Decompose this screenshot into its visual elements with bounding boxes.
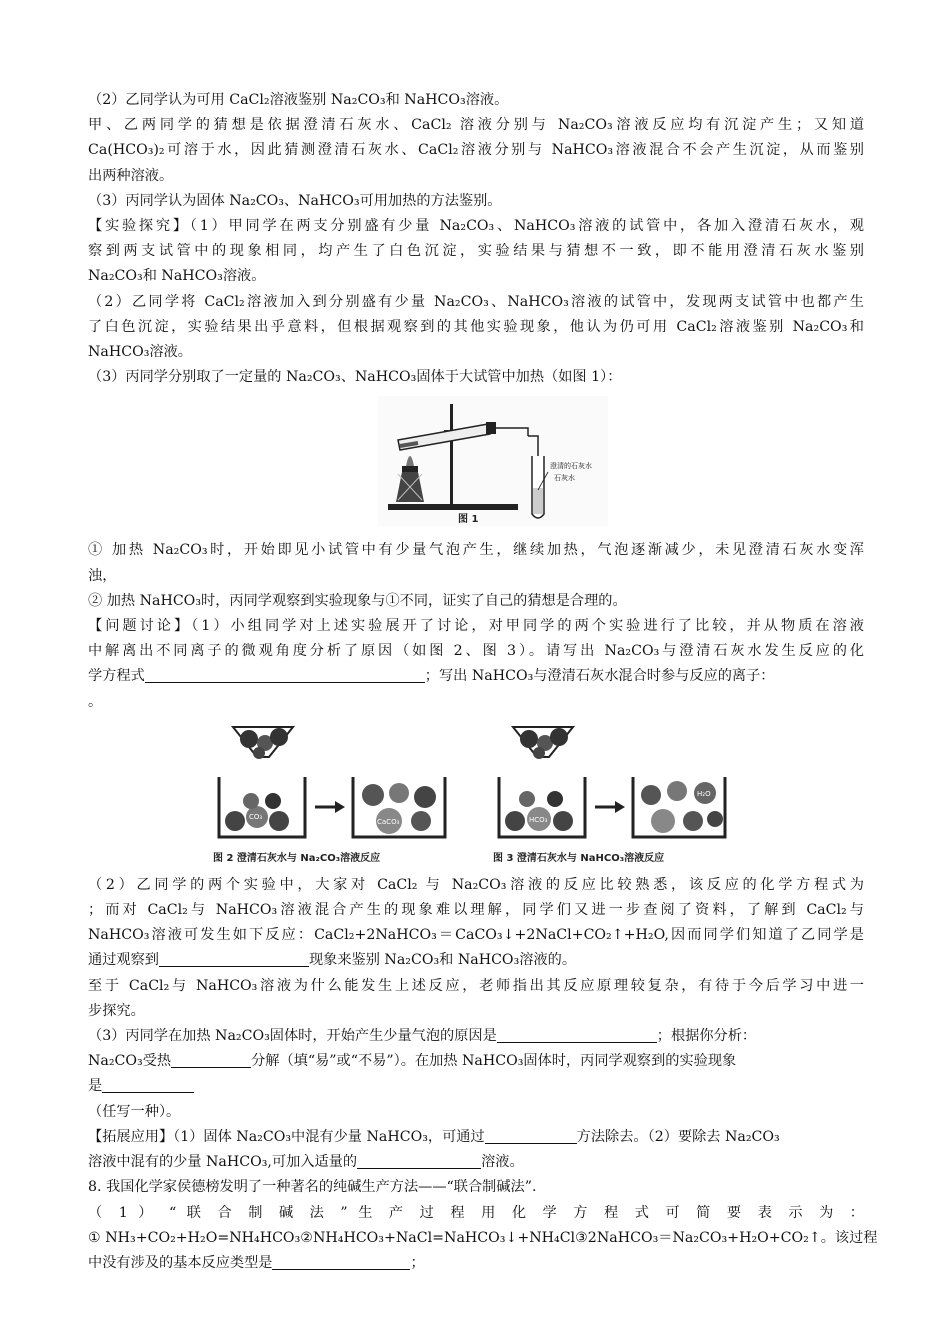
text-line: ② 加热 NaHCO₃时，丙同学观察到实验现象与①不同，证实了自己的猜想是合理的。 <box>88 592 627 609</box>
text-segment: ；根据你分析： <box>656 1028 757 1045</box>
text-line <box>88 1125 864 1150</box>
text-line: ；而对 CaCl₂与 NaHCO₃溶液混合产生的现象难以理解，同学们又进一步查阅了资料，了解到 CaCl₂与 <box>88 902 864 919</box>
text-line: 浊， <box>88 567 117 584</box>
text-line: 8. 我国化学家侯德榜发明了一种著名的纯碱生产方法——“联合制碱法”. <box>88 1179 537 1196</box>
text-line: 了白色沉淀，实验结果出乎意料，但根据观察到的其他实验现象，他认为仍可用 CaCl₂溶液鉴别 Na₂CO₃和 <box>88 318 864 335</box>
text-line <box>88 1074 864 1099</box>
figures-2-3 <box>88 721 864 873</box>
text-line: （3）丙同学认为固体 Na₂CO₃、NaHCO₃可用加热的方法鉴别。 <box>88 192 502 209</box>
text-line: Na₂CO₃和 NaHCO₃溶液。 <box>88 268 266 285</box>
answer-blank[interactable] <box>102 1076 194 1093</box>
text-line: 至于 CaCl₂与 NaHCO₃溶液为什么能发生上述反应，老师指出其反应原理较复杂，有待于今后学习中进一 <box>88 977 864 994</box>
text-segment: 是 <box>88 1078 103 1095</box>
figure-1-label: 澄清的石灰水 <box>550 462 592 471</box>
text-segment: （3）丙同学在加热 Na₂CO₃固体时，开始产生少量气泡的原因是 <box>88 1028 497 1045</box>
text-line: （3）丙同学分别取了一定量的 Na₂CO₃、NaHCO₃固体于大试管中加热（如图 1）： <box>88 369 622 386</box>
text-segment: 通过观察到 <box>88 952 159 969</box>
answer-blank[interactable] <box>497 1026 657 1043</box>
text-line: （ 1 ） “ 联 合 制 碱 法 ” 生 产 过 程 用 化 学 方 程 式 可 简 要 表 示 为 ： <box>88 1204 864 1221</box>
figure-2-caption: 图 2 澄清石灰水与 Na₂CO₃溶液反应 <box>213 852 381 864</box>
text-line <box>88 1024 864 1049</box>
text-line: （2）乙同学将 CaCl₂溶液加入到分别盛有少量 Na₂CO₃、NaHCO₃溶液的试管中，发现两支试管中也都产生 <box>88 293 864 310</box>
text-line: 察到两支试管中的现象相同，均产生了白色沉淀，实验结果与猜想不一致，即不能用澄清石灰水鉴别 <box>88 243 864 260</box>
answer-blank[interactable] <box>272 1253 410 1270</box>
answer-blank[interactable] <box>357 1152 481 1169</box>
text-segment: 溶液中混有的少量 NaHCO₃,可加入适量的 <box>88 1154 358 1171</box>
text-segment: 现象来鉴别 Na₂CO₃和 NaHCO₃溶液的。 <box>308 952 577 969</box>
text-segment: 方法除去。（2）要除去 Na₂CO₃ <box>576 1128 780 1145</box>
figure-1-apparatus <box>378 396 608 526</box>
text-line <box>88 1251 864 1276</box>
figure-3-caption: 图 3 澄清石灰水与 NaHCO₃溶液反应 <box>493 852 665 864</box>
answer-blank[interactable] <box>171 1051 251 1068</box>
figure-1-label-2: 石灰水 <box>554 474 575 483</box>
answer-blank[interactable] <box>145 666 425 683</box>
text-line <box>88 1049 864 1074</box>
figure-1-caption: 图 1 <box>458 514 479 526</box>
text-line: 。 <box>88 693 103 710</box>
text-segment: Na₂CO₃受热 <box>88 1053 172 1070</box>
text-line: 【实验探究】（1）甲同学在两支分别盛有少量 Na₂CO₃、NaHCO₃溶液的试管中，各加入澄清石灰水，观 <box>88 218 864 235</box>
text-line: Ca(HCO₃)₂可溶于水，因此猜测澄清石灰水、CaCl₂溶液分别与 NaHCO₃溶液混合不会产生沉淀，从而鉴别 <box>88 142 864 159</box>
text-line: 步探究。 <box>88 1002 145 1019</box>
text-line: ① NH₃+CO₂+H₂O=NH₄HCO₃②NH₄HCO₃+NaCl=NaHCO₃↓+NH₄Cl③2NaHCO₃＝Na₂CO₃+H₂O+CO₂↑。该过程 <box>88 1229 878 1246</box>
document-page <box>88 88 878 1276</box>
figure-3-diagram <box>493 721 743 871</box>
text-line: 中解离出不同离子的微观角度分析了原因（如图 2、图 3）。请写出 Na₂CO₃与澄清石灰水发生反应的化 <box>88 643 864 660</box>
text-line: 【问题讨论】（1）小组同学对上述实验展开了讨论，对甲同学的两个实验进行了比较，并从物质在溶液 <box>88 618 864 635</box>
text-line <box>88 948 864 973</box>
text-line: （2）乙同学认为可用 CaCl₂溶液鉴别 Na₂CO₃和 NaHCO₃溶液。 <box>88 92 509 108</box>
figure-2-product: CaCO₃ <box>377 817 400 826</box>
figure-2-diagram <box>213 721 463 871</box>
text-line <box>88 664 864 689</box>
text-segment: ；写出 NaHCO₃与澄清石灰水混合时参与反应的离子： <box>424 668 775 685</box>
figure-3-product-1: HCO₃ <box>529 815 548 824</box>
text-line: ① 加热 Na₂CO₃时，开始即见小试管中有少量气泡产生，继续加热，气泡逐渐减少，未见澄清石灰水变浑 <box>88 542 864 559</box>
text-line <box>88 1150 864 1175</box>
text-line: 出两种溶液。 <box>88 167 174 184</box>
text-line: NaHCO₃溶液可发生如下反应：CaCl₂+2NaHCO₃＝CaCO₃↓+2NaCl+CO₂↑+H₂O,因而同学们知道了乙同学是 <box>88 927 864 944</box>
answer-blank[interactable] <box>485 1127 577 1144</box>
text-line: （2）乙同学的两个实验中，大家对 CaCl₂ 与 Na₂CO₃溶液的反应比较熟悉，该反应的化学方程式为 <box>88 876 864 893</box>
text-segment: 学方程式 <box>88 668 145 685</box>
text-segment: 【拓展应用】（1）固体 Na₂CO₃中混有少量 NaHCO₃，可通过 <box>88 1128 485 1145</box>
svg-text:CO₃: CO₃ <box>249 812 263 821</box>
figure-3-product-2: H₂O <box>697 789 711 798</box>
text-line: NaHCO₃溶液。 <box>88 344 192 361</box>
text-line: （任写一种）。 <box>88 1103 181 1120</box>
text-segment: ； <box>410 1254 425 1271</box>
text-segment: 分解（填“易”或“不易”）。在加热 NaHCO₃固体时，丙同学观察到的实验现象 <box>251 1053 737 1070</box>
text-segment: 溶液。 <box>481 1154 524 1171</box>
text-line: 甲、乙两同学的猜想是依据澄清石灰水、CaCl₂ 溶液分别与 Na₂CO₃溶液反应均有沉淀产生；又知道 <box>88 117 864 134</box>
answer-blank[interactable] <box>159 950 309 967</box>
text-segment: 中没有涉及的基本反应类型是 <box>88 1254 273 1271</box>
